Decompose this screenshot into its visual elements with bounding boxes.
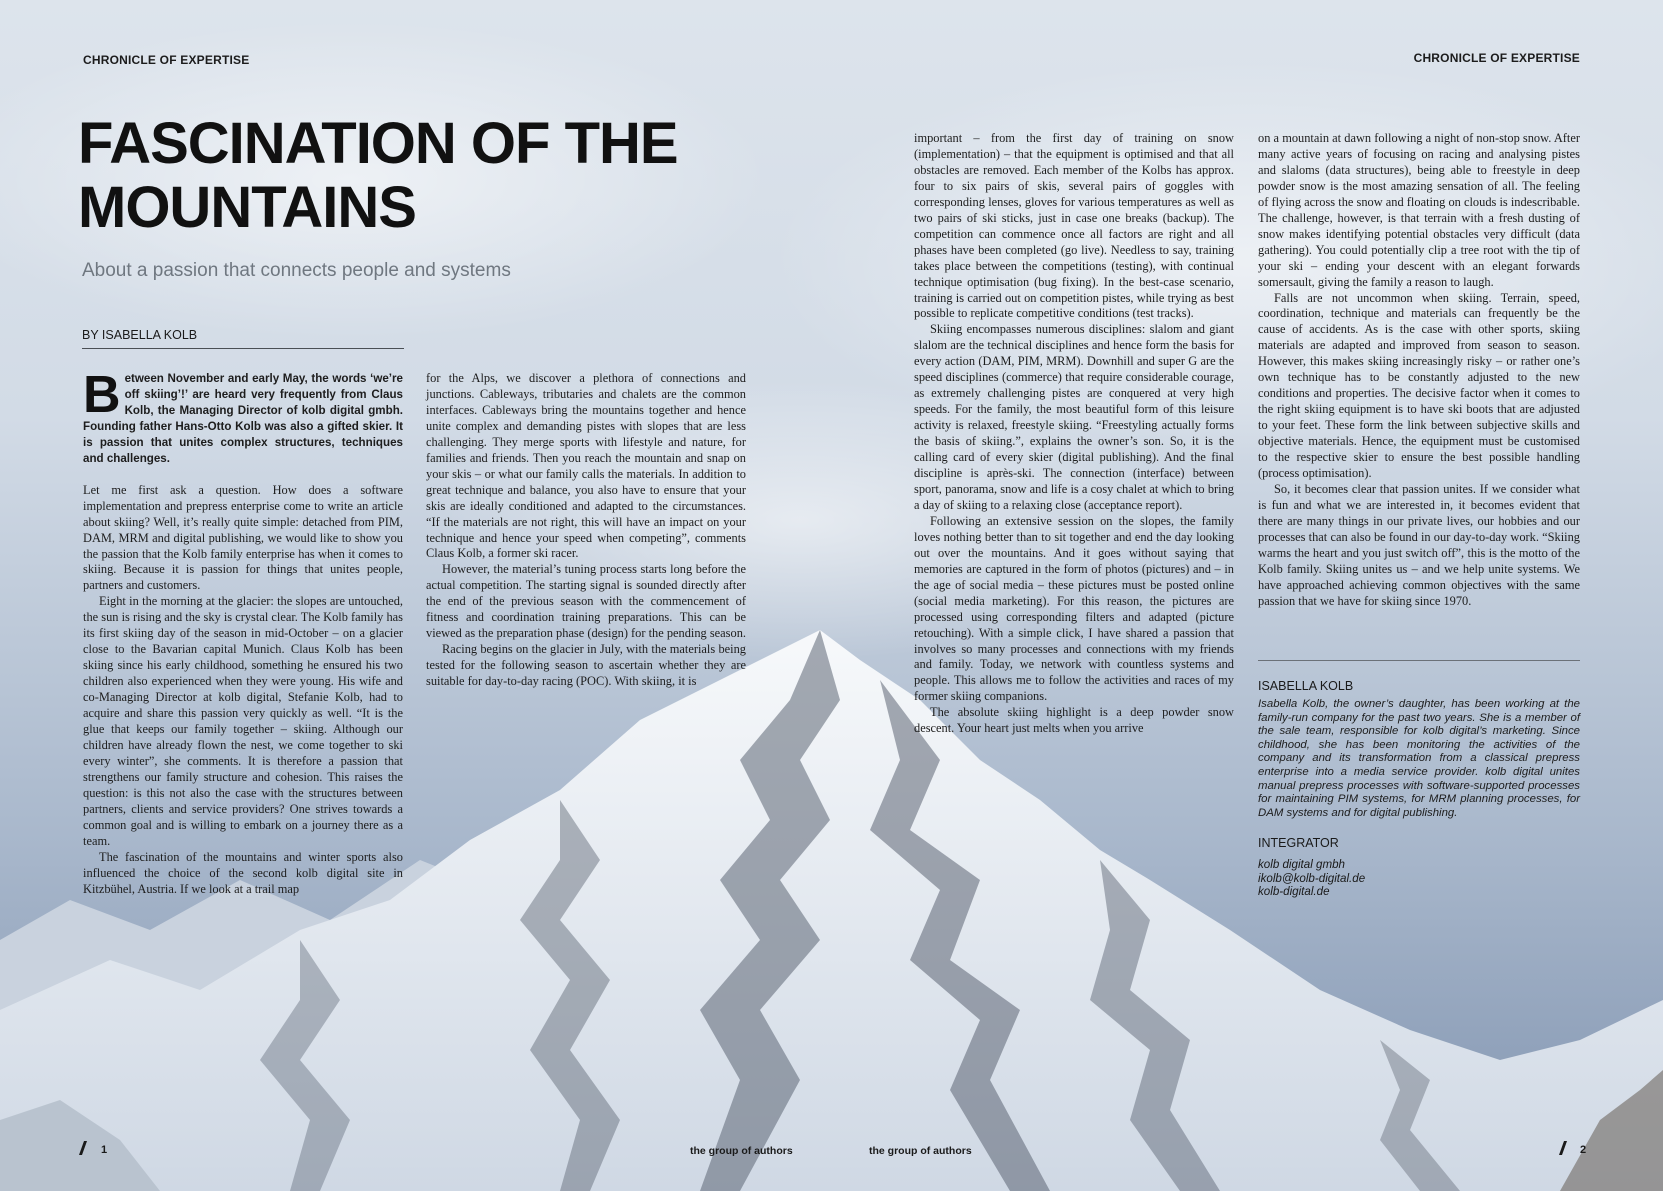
integrator-website-link[interactable]: kolb-digital.de [1258, 885, 1330, 898]
author-bio-name: ISABELLA KOLB [1258, 679, 1354, 693]
body-paragraph: So, it becomes clear that passion unites. If we consider what is fun and what we are interested in, it becomes evident that there are many things in our private lives, our hobbies and our processes that can also be found in our day-to-day work. “Skiing warms the heart and you just switch off”, this is the motto of the Kolb family. Skiing unites us – and we help unite systems. We have approached achieving common objectives with the same passion that we have for skiing since 1970. [1258, 481, 1580, 608]
author-bio-text: Isabella Kolb, the owner’s daughter, has been working at the family-run company for the past two years. She is a member of the sale team, responsible for kolb digital’s marketing. Since childhood, she has been monitoring the activities of the company and its transformation from a classical prepress enterprise into a media service provider. kolb digital unites manual prepress processes with software-supported processes for maintaining PIM systems, for MRM planning processes, for DAM systems and for digital publishing. [1258, 698, 1580, 819]
body-paragraph: Falls are not uncommon when skiing. Terrain, speed, coordination, technique and materials can frequently be the cause of accidents. As is the case with other sports, skiing materials are adapted and improved from season to season. However, this makes skiing increasingly risky – or rather one’s own technique has to be constantly adjusted to the new conditions and properties. The decisive factor when it comes to the right skiing equipment is to have ski boots that are adjusted to your feet. These form the link between subjective skills and objective materials. Hence, the equipment must be customised to the respective skier to ensure the best possible handling (process optimisation). [1258, 290, 1580, 481]
page-number-right: 2 [1580, 1144, 1587, 1156]
body-paragraph: The absolute skiing highlight is a deep powder snow descent. Your heart just melts when you arrive [914, 705, 1234, 736]
integrator-contact [1258, 858, 1365, 899]
text-column-3 [914, 131, 1234, 737]
footer-author-right: the group of authors [869, 1145, 972, 1157]
body-paragraph: However, the material’s tuning process starts long before the actual competition. The starting signal is sounded directly after the end of the previous season with the commencement of fitness and coordination training preparations. This can be viewed as the preparation phase (design) for the pending season. [426, 562, 746, 641]
body-paragraph: Eight in the morning at the glacier: the slopes are untouched, the sun is rising and the sky is crystal clear. The Kolb family has its first skiing day of the season in mid-October – on a glacier close to the Bavarian capital Munich. Claus Kolb has been skiing since his early childhood, something he ensured his two children also experienced when they were young. His wife and co-Managing Director at kolb digital, Stefanie Kolb, had to acquire and share this passion very quickly as well. “It is the glue that keeps our family together – skiing. Although our children have already flown the nest, we come together to ski every winter”, she comments. It is therefore a passion that strengthens our family structure and cohesion. This raises the question: is this not also the case with the structures between partners, clients and service providers? One strives towards a common goal and is willing to embark on a journey there as a team. [83, 594, 403, 848]
lead-text: etween November and early May, the words ‘we’re off skiing’!’ are heard very frequently from Claus Kolb, the Managing Director of kolb digital gmbh. Founding father Hans-Otto Kolb was also a gifted skier. It is passion that unites complex structures, techniques and challenges. [83, 372, 403, 465]
body-paragraph: important – from the first day of training on snow (implementation) – that the equipment is optimised and that all obstacles are removed. Each member of the Kolbs has approx. four to six pairs of skis, several pairs of goggles with corresponding lenses, gloves for various temperatures as well as two pairs of ski sticks, just in case one breaks (backup). The competition can commence once all factors are right and all phases have been completed (go live). Needless to say, training takes place between the competitions (testing), with continual technique optimisation (bug fixing). In the best-case scenario, training is carried out on competition pistes, while trying as best possible to replicate competitive conditions (test tracks). [914, 131, 1234, 321]
page-number-left: 1 [101, 1144, 108, 1156]
text-column-2 [426, 371, 746, 690]
slash-mark-icon [76, 1141, 88, 1155]
integrator-email-link[interactable]: ikolb@kolb-digital.de [1258, 871, 1366, 885]
body-paragraph: Let me first ask a question. How does a software implementation and prepress enterprise come to write an article about skiing? Well, it’s really quite simple: detached from PIM, DAM, MRM and digital publishing, we would like to show you the passion that the Kolb family enterprise has when it comes to skiing. Because it is passion for things that unites people, partners and customers. [83, 482, 403, 593]
article-byline: BY ISABELLA KOLB [82, 328, 404, 349]
integrator-heading: INTEGRATOR [1258, 836, 1339, 850]
body-paragraph: Skiing encompasses numerous disciplines: slalom and giant slalom are the technical disciplines and hence form the basis for every action (DAM, PIM, MRM). Downhill and super G are the speed disciplines (commerce) that require considerable courage, as extremely challenging pistes are conquered at very high speeds. For the family, the most beautiful form of this leisure activity is relaxed, freestyle skiing. “Freestyling actually forms the basis of skiing.”, explains the owner’s son. So, it is the calling card of every skier (digital publishing). And the final discipline is après-ski. The connection (interface) between sport, panorama, snow and life is a cosy chalet at which to bring a day of skiing to a relaxing close (acceptance report). [914, 322, 1234, 512]
body-paragraph: for the Alps, we discover a plethora of connections and junctions. Cableways, tributaries and chalets are the common interfaces. Cableways bring the mountains together and hence unite complex and demanding pistes with slopes that are less challenging. They merge sports with lifestyle and nature, for families and friends. Then you reach the mountain and snap on your skis – or what our family calls the materials. In addition to great technique and balance, you also have to ensure that your skis are ideally conditioned and adapted to the circumstances. “If the materials are not right, this will have an impact on your technique and hence your speed when competing”, comments Claus Kolb, a former ski racer. [426, 371, 746, 561]
body-paragraph: Racing begins on the glacier in July, with the materials being tested for the following season to ascertain whether they are suitable for day-to-day racing (POC). With skiing, it is [426, 642, 746, 689]
drop-cap: B [83, 366, 121, 424]
body-paragraph: The fascination of the mountains and winter sports also influenced the choice of the second kolb digital site in Kitzbühel, Austria. If we look at a trail map [83, 849, 403, 896]
running-header-right: CHRONICLE OF EXPERTISE [1413, 51, 1580, 65]
running-header-left: CHRONICLE OF EXPERTISE [83, 53, 250, 67]
text-column-1 [83, 366, 403, 898]
bio-divider [1258, 660, 1580, 661]
article-subtitle: About a passion that connects people and systems [82, 260, 511, 281]
integrator-company: kolb digital gmbh [1258, 858, 1346, 871]
lead-paragraph [83, 366, 403, 467]
body-paragraph: on a mountain at dawn following a night of non-stop snow. After many active years of focusing on racing and analysing pistes and slaloms (data structures), being able to freestyle in deep powder snow is the most amazing sensation of all. The feeling of flying across the snow and floating on clouds is indescribable. The challenge, however, is that terrain with a fresh dusting of snow makes identifying potential obstacles very difficult (data gathering). You could potentially clip a tree root with the tip of your ski – ending your descent with an elegant forwards somersault, giving the family a reason to laugh. [1258, 131, 1580, 289]
body-paragraph: Following an extensive session on the slopes, the family loves nothing better than to sit together and end the day looking out over the mountains. And it goes without saying that memories are captured in the form of photos (pictures) and – in the age of social media – these pictures must be posted online (social media marketing). For this reason, the pictures are processed using corresponding filters and adapted (picture retouching). With a simple click, I have shared a passion that involves so many processes and connections with my friends and family. Today, we network with countless systems and people. This allows me to follow the activities and races of my former skiing companions. [914, 513, 1234, 704]
text-column-4 [1258, 131, 1580, 610]
slash-mark-icon [1556, 1141, 1568, 1155]
article-title: FASCINATION OF THE MOUNTAINS [78, 111, 678, 240]
footer-author-left: the group of authors [690, 1145, 793, 1157]
